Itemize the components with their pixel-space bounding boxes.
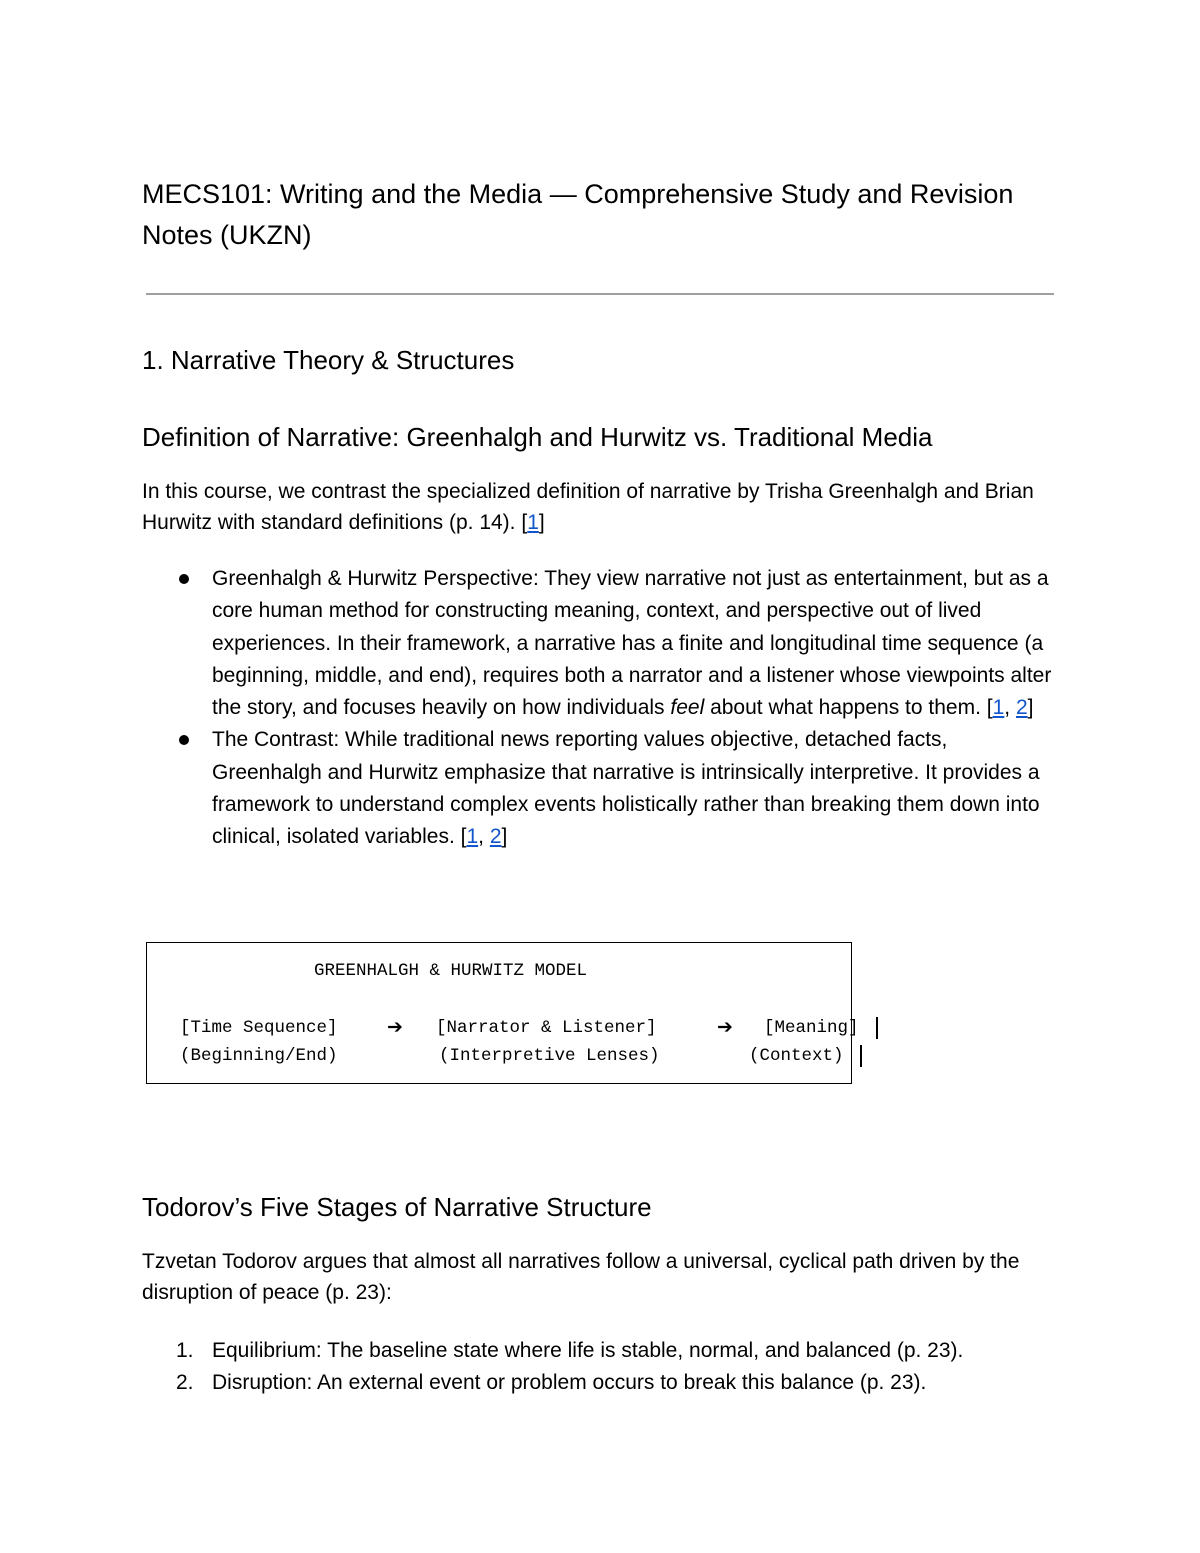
todorov-intro-paragraph: Tzvetan Todorov argues that almost all narratives follow a universal, cyclical path driven by the disruption of peace (p. 23): (142, 1250, 1020, 1304)
list-number: 1. (176, 1339, 194, 1362)
definition-intro-text: In this course, we contrast the specialized definition of narrative by Trisha Greenhalgh and Brian Hurwitz with standard definitions (p. 14). (142, 480, 1034, 534)
citation-link-1[interactable]: 1 (527, 511, 539, 534)
bullet-item-perspective: Greenhalgh & Hurwitz Perspective: They view narrative not just as entertainment, but as a core human method for constructing meaning, context, and perspective out of lived experiences. In their framework, a narrative has a finite and longitudinal time sequence (a beginning, middle, and end), requires both a narrator and a listener whose viewpoints alter the story, and focuses heavily on how individuals feel about what happens to them. [1, 2] (142, 563, 1052, 724)
list-number: 2. (176, 1371, 194, 1394)
diagram-sub-interpretive-lenses: (Interpretive Lenses) (439, 1046, 660, 1066)
bullet-icon (179, 735, 189, 745)
diagram-title: GREENHALGH & HURWITZ MODEL (314, 961, 588, 981)
citation-link-2[interactable]: 2 (1015, 696, 1028, 720)
bullet-text-tail: about what happens to them. (704, 696, 987, 720)
diagram-sub-beginning-end: (Beginning/End) (180, 1046, 338, 1066)
diagram-node-time-sequence: [Time Sequence] (180, 1018, 338, 1038)
section-heading-narrative-theory: 1. Narrative Theory & Structures (142, 345, 515, 375)
list-item-disruption (142, 1367, 1062, 1399)
diagram-overflow-border (876, 1017, 878, 1039)
todorov-stage-list (142, 1335, 1062, 1399)
subheading-definition-of-narrative: Definition of Narrative: Greenhalgh and Hurwitz vs. Traditional Media (142, 422, 933, 452)
diagram-node-narrator-listener: [Narrator & Listener] (436, 1018, 657, 1038)
arrow-right-icon: ➔ (717, 1016, 733, 1038)
list-item-text: Equilibrium: The baseline state where life is stable, normal, and balanced (p. 23). (212, 1339, 964, 1362)
definition-bullet-list (142, 563, 1052, 854)
definition-intro-paragraph: In this course, we contrast the specialized definition of narrative by Trisha Greenhalgh and Brian Hurwitz with standard definitions (p. 14). [1] (142, 480, 1034, 534)
list-item-text: Disruption: An external event or problem occurs to break this balance (p. 23). (212, 1371, 927, 1394)
document-title: MECS101: Writing and the Media — Comprehensive Study and Revision Notes (UKZN) (142, 179, 1014, 250)
list-item-equilibrium (142, 1335, 1062, 1367)
emphasis-text: feel (670, 696, 705, 720)
bullet-text: Greenhalgh & Hurwitz Perspective: They view narrative not just as entertainment, but as a core human method for constructing meaning, context, and perspective out of lived experiences. In their framework, a narrative has a finite and longitudinal time sequence (a beginning, middle, and end), requires both a narrator and a listener whose viewpoints alter the story, and focuses heavily on how individuals (212, 567, 1052, 720)
bullet-icon (179, 574, 189, 584)
bullet-text: The Contrast: While traditional news reporting values objective, detached facts, Greenhalgh and Hurwitz emphasize that narrative is intrinsically interpretive. It provides a framework to understand complex events holistically rather than breaking them down into clinical, isolated variables. (212, 728, 1040, 849)
model-diagram-box (146, 942, 859, 1084)
diagram-node-meaning: [Meaning] (764, 1018, 859, 1038)
citation-link-2[interactable]: 2 (489, 825, 502, 849)
arrow-right-icon: ➔ (387, 1016, 403, 1038)
diagram-sub-context: (Context) (749, 1046, 844, 1066)
citation-link-1[interactable]: 1 (992, 696, 1005, 720)
citation-link-1[interactable]: 1 (466, 825, 479, 849)
bullet-item-contrast: The Contrast: While traditional news reporting values objective, detached facts, Greenhalgh and Hurwitz emphasize that narrative is intrinsically interpretive. It provides a framework to understand complex events holistically rather than breaking them down into clinical, isolated variables. [1, 2] (142, 724, 1052, 853)
horizontal-divider (146, 293, 1054, 295)
diagram-overflow-border (860, 1045, 862, 1067)
subheading-todorov-stages: Todorov’s Five Stages of Narrative Structure (142, 1192, 652, 1222)
